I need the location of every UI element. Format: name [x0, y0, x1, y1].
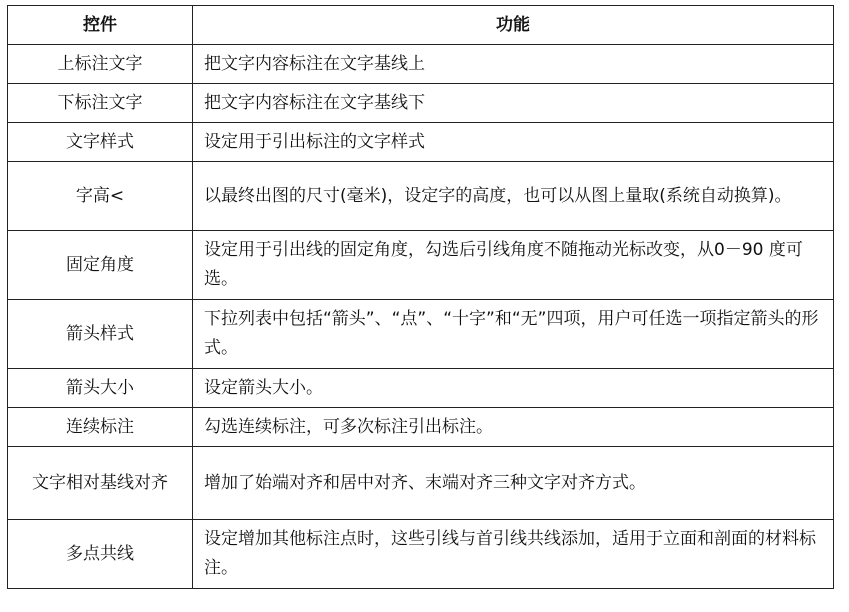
function-cell: 勾选连续标注，可多次标注引出标注。: [193, 408, 834, 447]
function-cell: 设定箭头大小。: [193, 369, 834, 408]
control-cell: 文字样式: [8, 123, 193, 162]
function-cell: 设定用于引出线的固定角度，勾选后引线角度不随拖动光标改变，从0－90 度可选。: [193, 231, 834, 300]
table-row: [8, 45, 834, 84]
table-row: [8, 520, 834, 589]
function-cell: 以最终出图的尺寸(毫米)，设定字的高度，也可以从图上量取(系统自动换算)。: [193, 162, 834, 231]
table-row: [8, 84, 834, 123]
table-row: [8, 300, 834, 369]
control-function-table: [7, 5, 834, 589]
control-cell: 文字相对基线对齐: [8, 447, 193, 520]
table-row: [8, 369, 834, 408]
control-cell: 箭头大小: [8, 369, 193, 408]
header-function: 功能: [193, 6, 834, 45]
table-row: [8, 162, 834, 231]
control-cell: 上标注文字: [8, 45, 193, 84]
control-cell: 箭头样式: [8, 300, 193, 369]
control-cell: 下标注文字: [8, 84, 193, 123]
function-cell: 下拉列表中包括“箭头”、“点”、“十字”和“无”四项，用户可任选一项指定箭头的形式。: [193, 300, 834, 369]
table-row: [8, 231, 834, 300]
function-cell: 设定用于引出标注的文字样式: [193, 123, 834, 162]
table-row: [8, 123, 834, 162]
function-cell: 把文字内容标注在文字基线下: [193, 84, 834, 123]
control-cell: 字高<: [8, 162, 193, 231]
control-cell: 多点共线: [8, 520, 193, 589]
function-cell: 增加了始端对齐和居中对齐、末端对齐三种文字对齐方式。: [193, 447, 834, 520]
table-row: [8, 408, 834, 447]
control-cell: 固定角度: [8, 231, 193, 300]
table-row: [8, 447, 834, 520]
table-header-row: [8, 6, 834, 45]
function-cell: 设定增加其他标注点时，这些引线与首引线共线添加，适用于立面和剖面的材料标注。: [193, 520, 834, 589]
function-cell: 把文字内容标注在文字基线上: [193, 45, 834, 84]
control-cell: 连续标注: [8, 408, 193, 447]
header-control: 控件: [8, 6, 193, 45]
